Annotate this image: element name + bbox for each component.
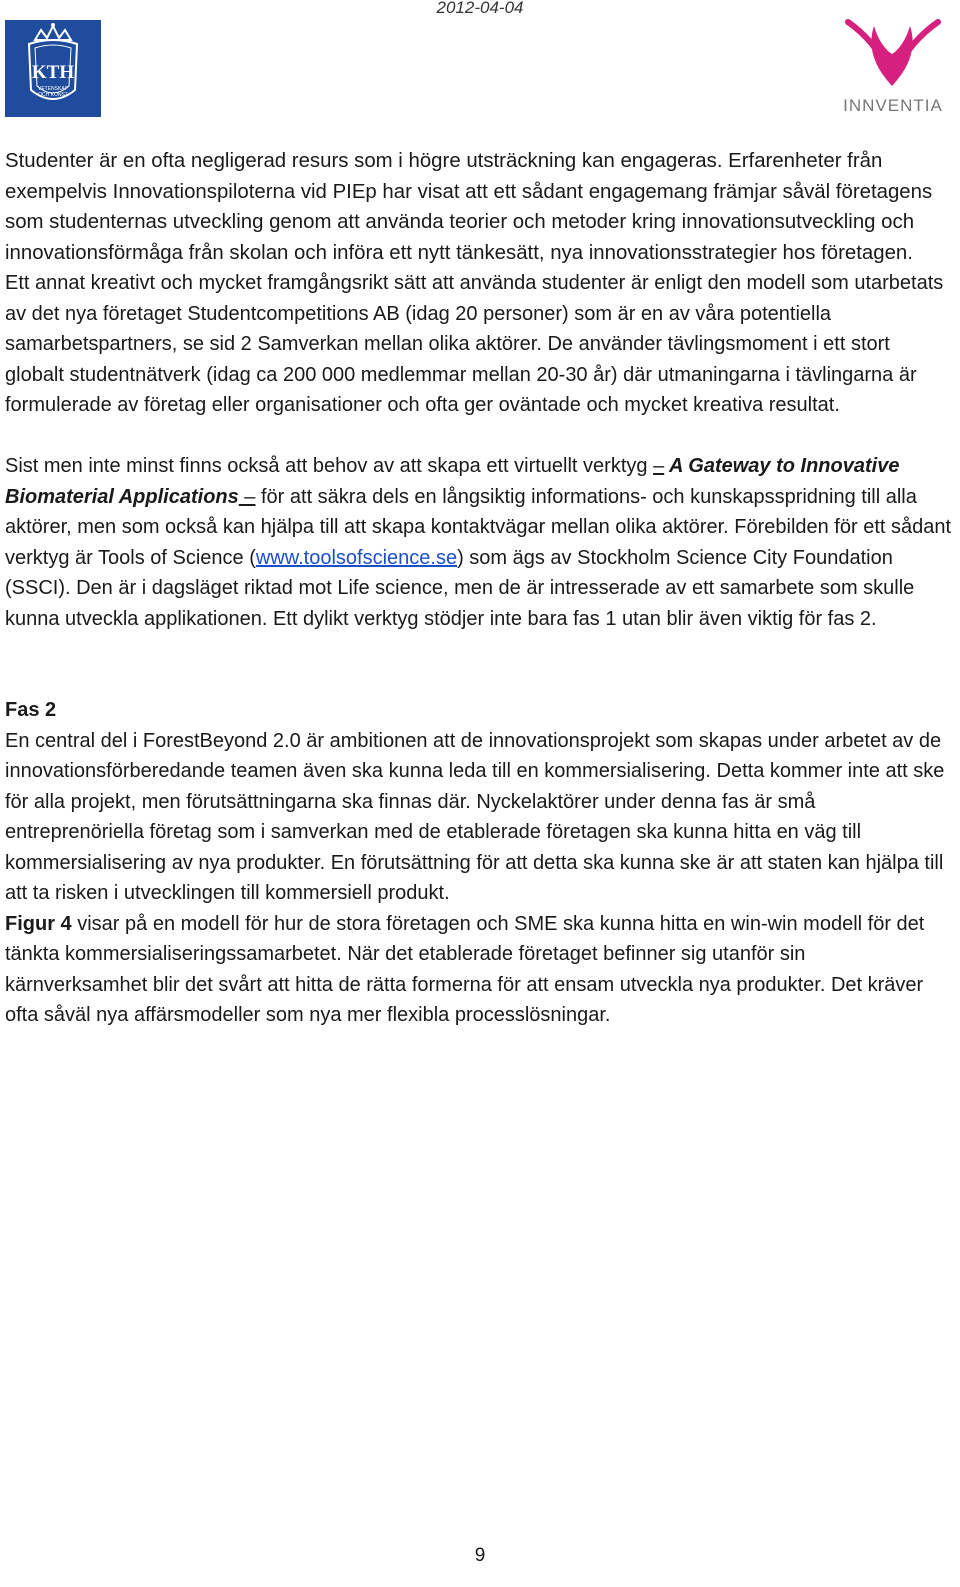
paragraph-gateway	[5, 451, 953, 634]
gateway-title: A Gateway to Innovative Biomaterial Applications	[5, 455, 900, 508]
svg-text:OCH KONST: OCH KONST	[38, 92, 68, 98]
paragraph-figur4	[5, 909, 953, 1031]
figure-reference: Figur 4	[5, 912, 72, 935]
toolsofscience-link[interactable]: www.toolsofscience.se	[255, 546, 458, 569]
innventia-logo	[834, 16, 952, 122]
svg-text:KTH: KTH	[31, 62, 75, 83]
svg-text:VETENSKAP: VETENSKAP	[37, 86, 69, 92]
fas2-heading: Fas 2	[5, 699, 57, 721]
header-date: 2012-04-04	[436, 0, 524, 17]
innventia-wordmark: INNVENTIA	[843, 96, 943, 115]
figure-description: visar på en modell för hur de stora företagen och SME ska kunna hitta en win-win modell för det tänkta kommersialiseringssamarbetet. När det etablerade företaget befinner sig utanför sin kärnverksamhet blir det svårt att hitta de rätta formerna för att ensam utveckla nya produkter. Det kräver ofta såväl nya affärsmodeller som nya mer flexibla processlösningar.	[5, 912, 925, 1026]
paragraph-students: Studenter är en ofta negligerad resurs som i högre utsträckning kan engageras. Erfarenheter från exempelvis Innovationspiloterna vid PIEp har visat att ett sådant engagemang främjar såväl företagens som studenternas utveckling genom att använda teorier och metoder kring innovationsutveckling och innovationsförmåga från skolan och införa ett nytt tänkesätt, nya innovationsstrategier hos företagen.	[5, 150, 933, 264]
paragraph-fas2: En central del i ForestBeyond 2.0 är ambitionen att de innovationsprojekt som skapas under arbetet av de innovationsförberedande teamen även ska kunna leda till en kommersialisering. Detta kommer inte att ske för alla projekt, men förutsättningarna ska finnas där. Nyckelaktörer under denna fas är små entreprenöriella företag som i samverkan med de etablerade företagen ska kunna hitta en väg till kommersialisering av nya produkter. En förutsättning för att detta ska kunna ske är att staten kan hjälpa till att ta risken i utvecklingen till kommersiell produkt.	[5, 729, 945, 904]
paragraph-studentcompetitions: Ett annat kreativt och mycket framgångsrikt sätt att använda studenter är enligt den modell som utarbetats av det nya företaget Studentcompetitions AB (idag 20 personer) som är en av våra potentiella samarbetspartners, se sid 2 Samverkan mellan olika aktörer. De använder tävlingsmoment i ett stort globalt studentnätverk (idag ca 200 000 medlemmar mellan 20-30 år) där utmaningarna i tävlingarna är formulerade av företag eller organisationer och ofta ger oväntade och mycket kreativa resultat.	[5, 272, 944, 416]
kth-logo	[5, 20, 101, 117]
gateway-text-middle: för att säkra dels en långsiktig informations- och kunskapsspridning till alla aktörer, men som också kan hjälpa till att skapa kontaktvägar mellan olika aktörer. Förebilden för ett sådant verktyg är Tools of Science (	[5, 485, 952, 569]
gateway-text-after: ) som ägs av Stockholm Science City Foundation (SSCI). Den är i dagsläget riktad mot Life science, men de är intresserade av ett samarbete som skulle kunna utveckla applikationen. Ett dylikt verktyg stödjer inte bara fas 1 utan blir även viktig för fas 2.	[5, 546, 915, 630]
gateway-dash-2: –	[238, 485, 256, 508]
gateway-dash-1: –	[653, 455, 665, 477]
gateway-text-before: Sist men inte minst finns också att behov av att skapa ett virtuellt verktyg	[5, 455, 654, 477]
document-body	[5, 146, 953, 1031]
page-number: 9	[474, 1545, 486, 1566]
